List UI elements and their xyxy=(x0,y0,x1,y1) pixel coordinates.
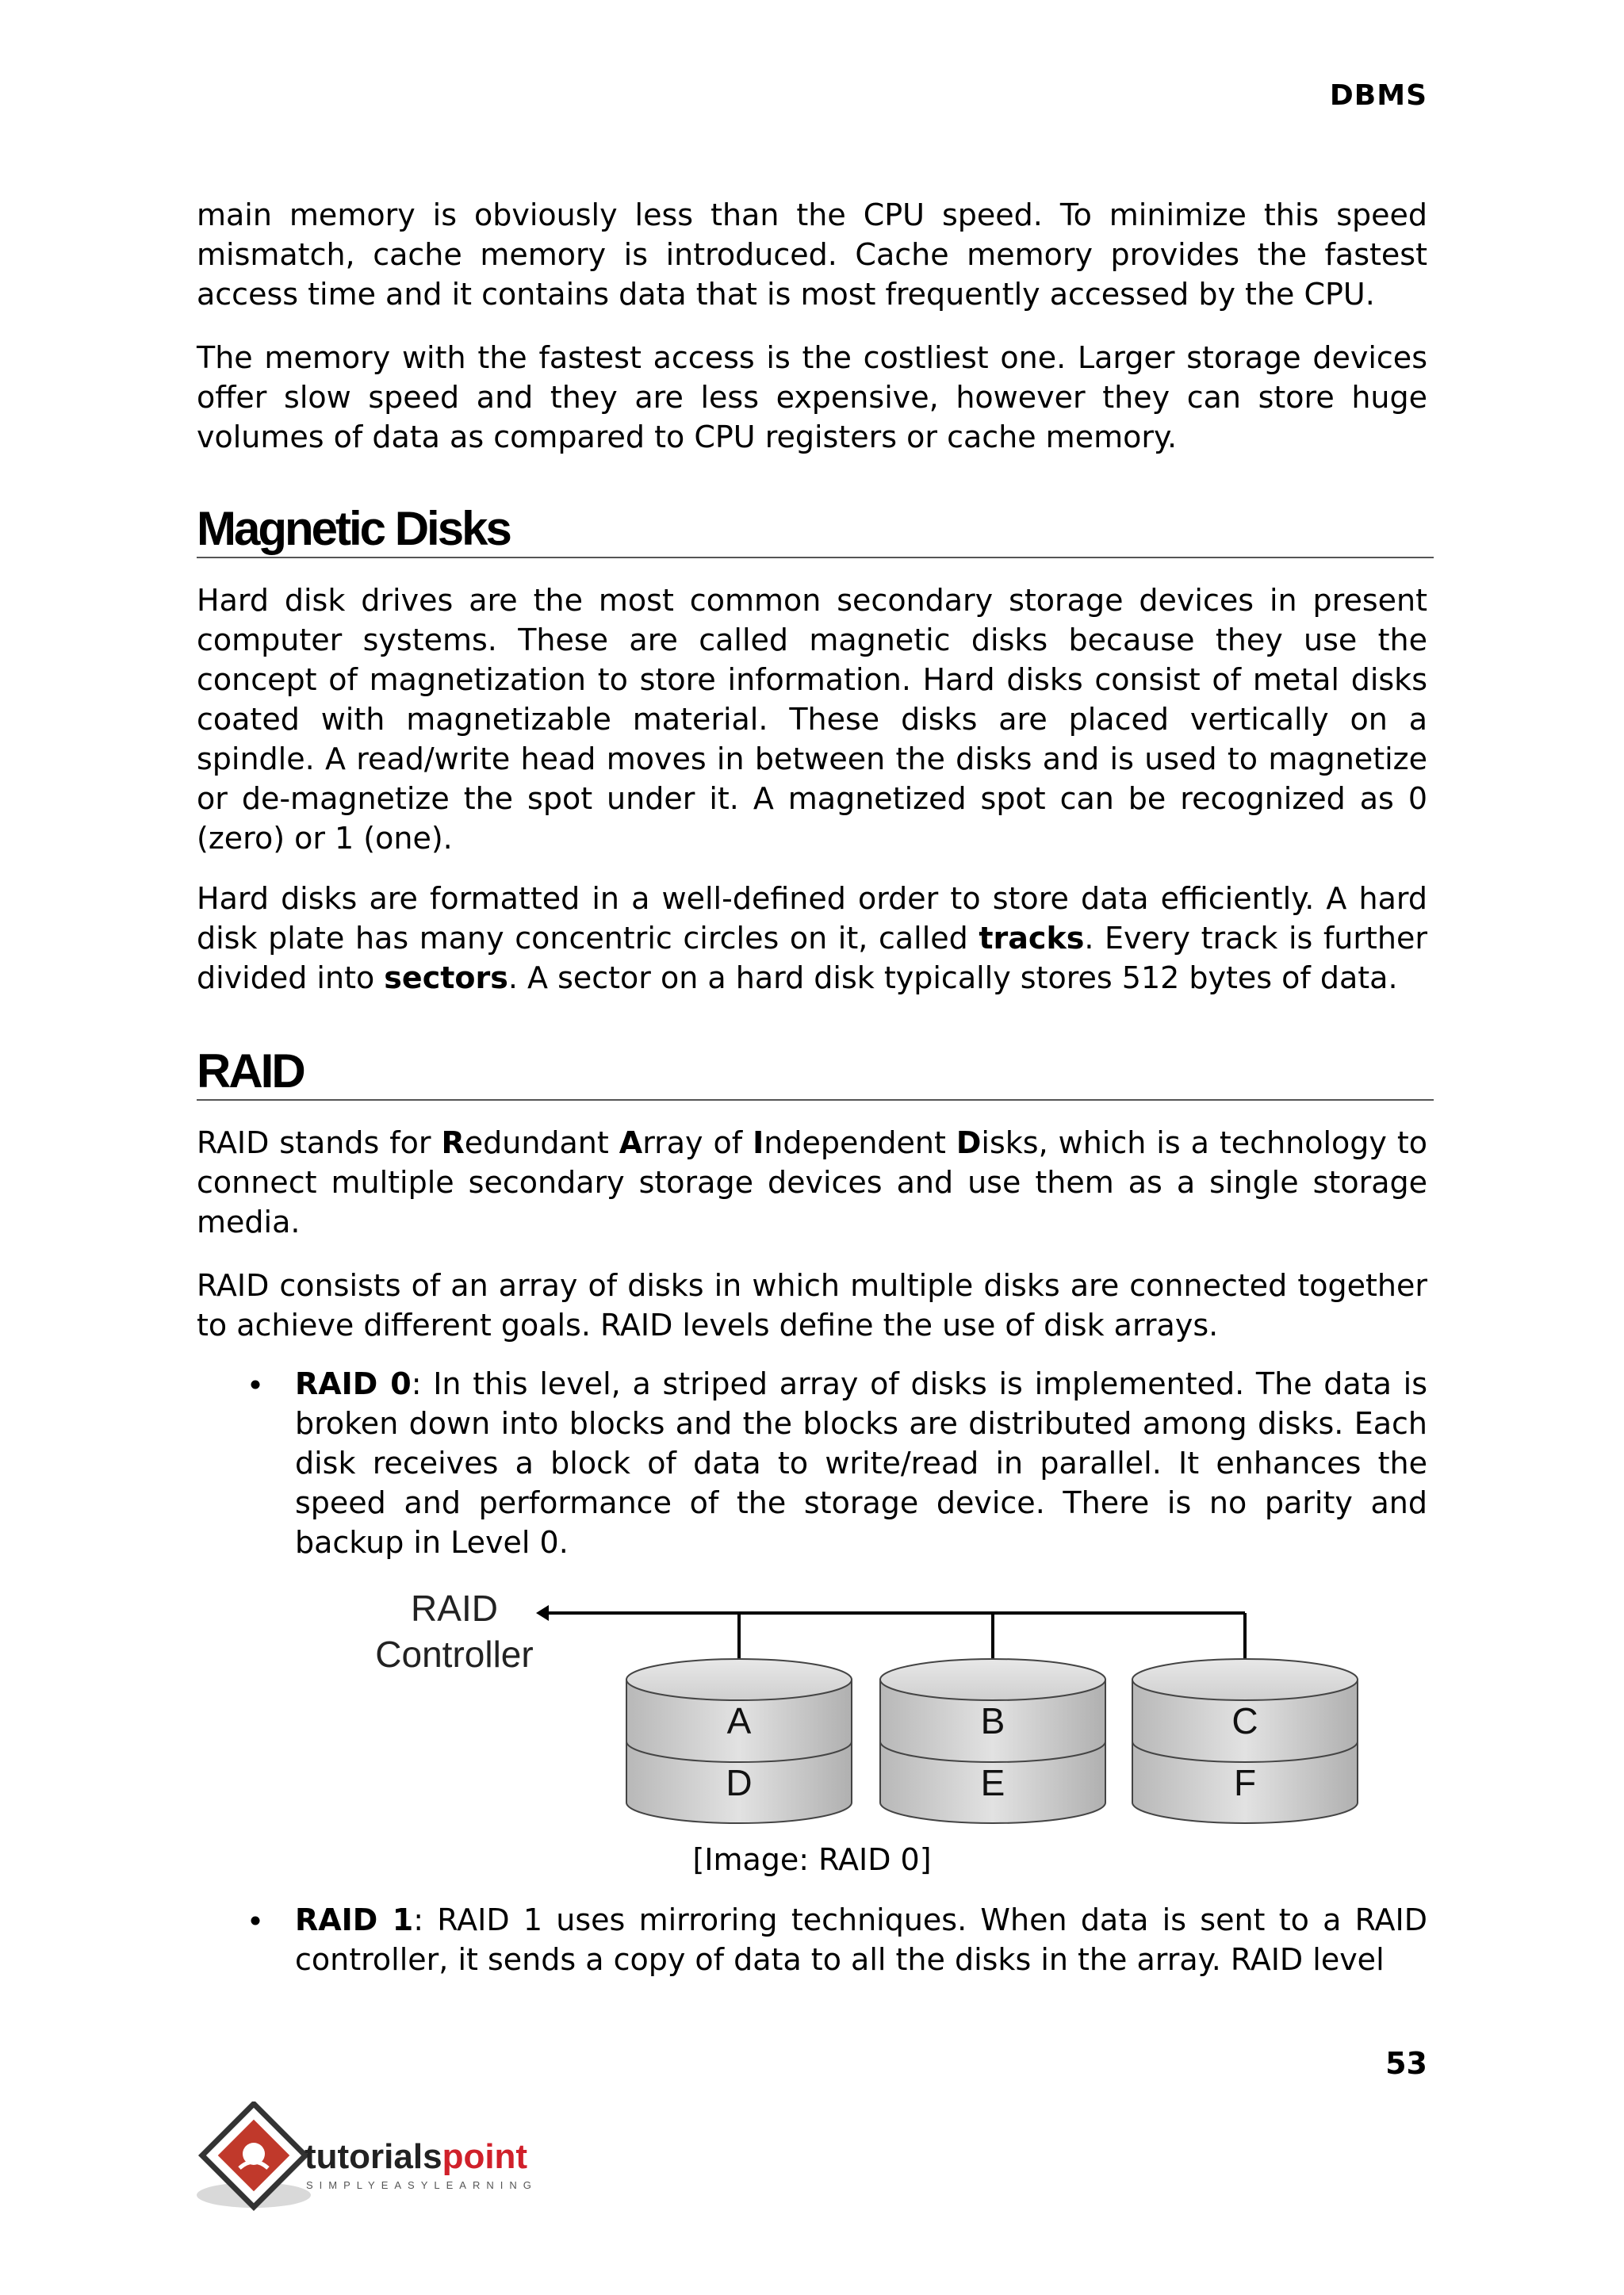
magnetic-paragraph-2: Hard disks are formatted in a well-defined order to store data efficiently. A hard disk plate has many concentric circles on it, called tracks. Every track is further divided into sectors. A sector on a hard disk typically stores 512 bytes of data. xyxy=(197,881,1427,995)
tracks-term: tracks xyxy=(979,921,1085,956)
magnetic-paragraph-1: Hard disk drives are the most common secondary storage devices in present computer systems. These are called magnetic disks because they use the concept of magnetization to store information. Hard disks consist of metal disks coated with magnetizable material. These disks are placed vertically on a spindle. A read/write head moves in between the disks and is used to magnetize or de-magnetize the spot under it. A magnetized spot can be recognized as 0 (zero) or 1 (one). xyxy=(197,583,1427,856)
raid0-bullet: RAID 0: In this level, a striped array of disks is implemented. The data is broken down into blocks and the blocks are distributed among disks. Each disk receives a block of data to write/read in parallel. It enhances the speed and performance of the storage device. There is no parity and backup in Level 0. xyxy=(295,1366,1427,1560)
raid-paragraph-2: RAID consists of an array of disks in which multiple disks are connected together to achieve different goals. RAID levels define the use of disk arrays. xyxy=(197,1268,1427,1343)
logo-tagline: SIMPLYEASYLEARNING xyxy=(306,2179,538,2191)
header-title: DBMS xyxy=(1329,79,1427,112)
disk-stack-1 xyxy=(626,1659,852,1823)
magnetic-disks-heading: Magnetic Disks xyxy=(197,501,1434,558)
intro-paragraph-1: main memory is obviously less than the CPU speed. To minimize this speed mismatch, cache memory is introduced. Cache memory provides the fastest access time and it contains data that is most frequently accessed by the CPU. xyxy=(197,197,1427,312)
intro-paragraph-2: The memory with the fastest access is the costliest one. Larger storage devices offer slow speed and they are less expensive, however they can store huge volumes of data as compared to CPU registers or cache memory. xyxy=(197,340,1427,454)
logo-word-1: tutorials xyxy=(304,2137,442,2176)
controller-label-line2: Controller xyxy=(375,1634,534,1675)
raid-heading: RAID xyxy=(197,1044,1434,1101)
svg-text:tutorialspoint xyxy=(304,2137,527,2176)
controller-label-line1: RAID xyxy=(411,1588,498,1629)
arrow-icon xyxy=(536,1605,549,1621)
disk-label-e: E xyxy=(980,1762,1005,1803)
image-caption: [Image: RAID 0] xyxy=(692,1842,932,1877)
sectors-term: sectors xyxy=(384,960,508,995)
tutorialspoint-logo xyxy=(193,2102,574,2220)
disk-label-f: F xyxy=(1233,1762,1257,1803)
disk-stack-2 xyxy=(880,1659,1105,1823)
logo-word-2: point xyxy=(442,2137,528,2176)
disk-label-a: A xyxy=(726,1700,752,1741)
raid1-bullet: RAID 1: RAID 1 uses mirroring techniques. When data is sent to a RAID controller, it sends a copy of data to all the disks in the array. RAID level xyxy=(295,1902,1427,1977)
disk-label-d: D xyxy=(726,1762,753,1803)
raid0-diagram xyxy=(349,1578,1380,1832)
disk-label-c: C xyxy=(1231,1700,1258,1741)
disk-stack-3 xyxy=(1132,1659,1358,1823)
page-number: 53 xyxy=(1385,2046,1427,2081)
bullet-icon xyxy=(251,1917,260,1925)
raid-paragraph-1: RAID stands for Redundant Array of Independent Disks, which is a technology to connect multiple secondary storage devices and use them as a single storage media. xyxy=(197,1125,1427,1239)
disk-label-b: B xyxy=(980,1700,1005,1741)
bullet-icon xyxy=(251,1381,260,1389)
